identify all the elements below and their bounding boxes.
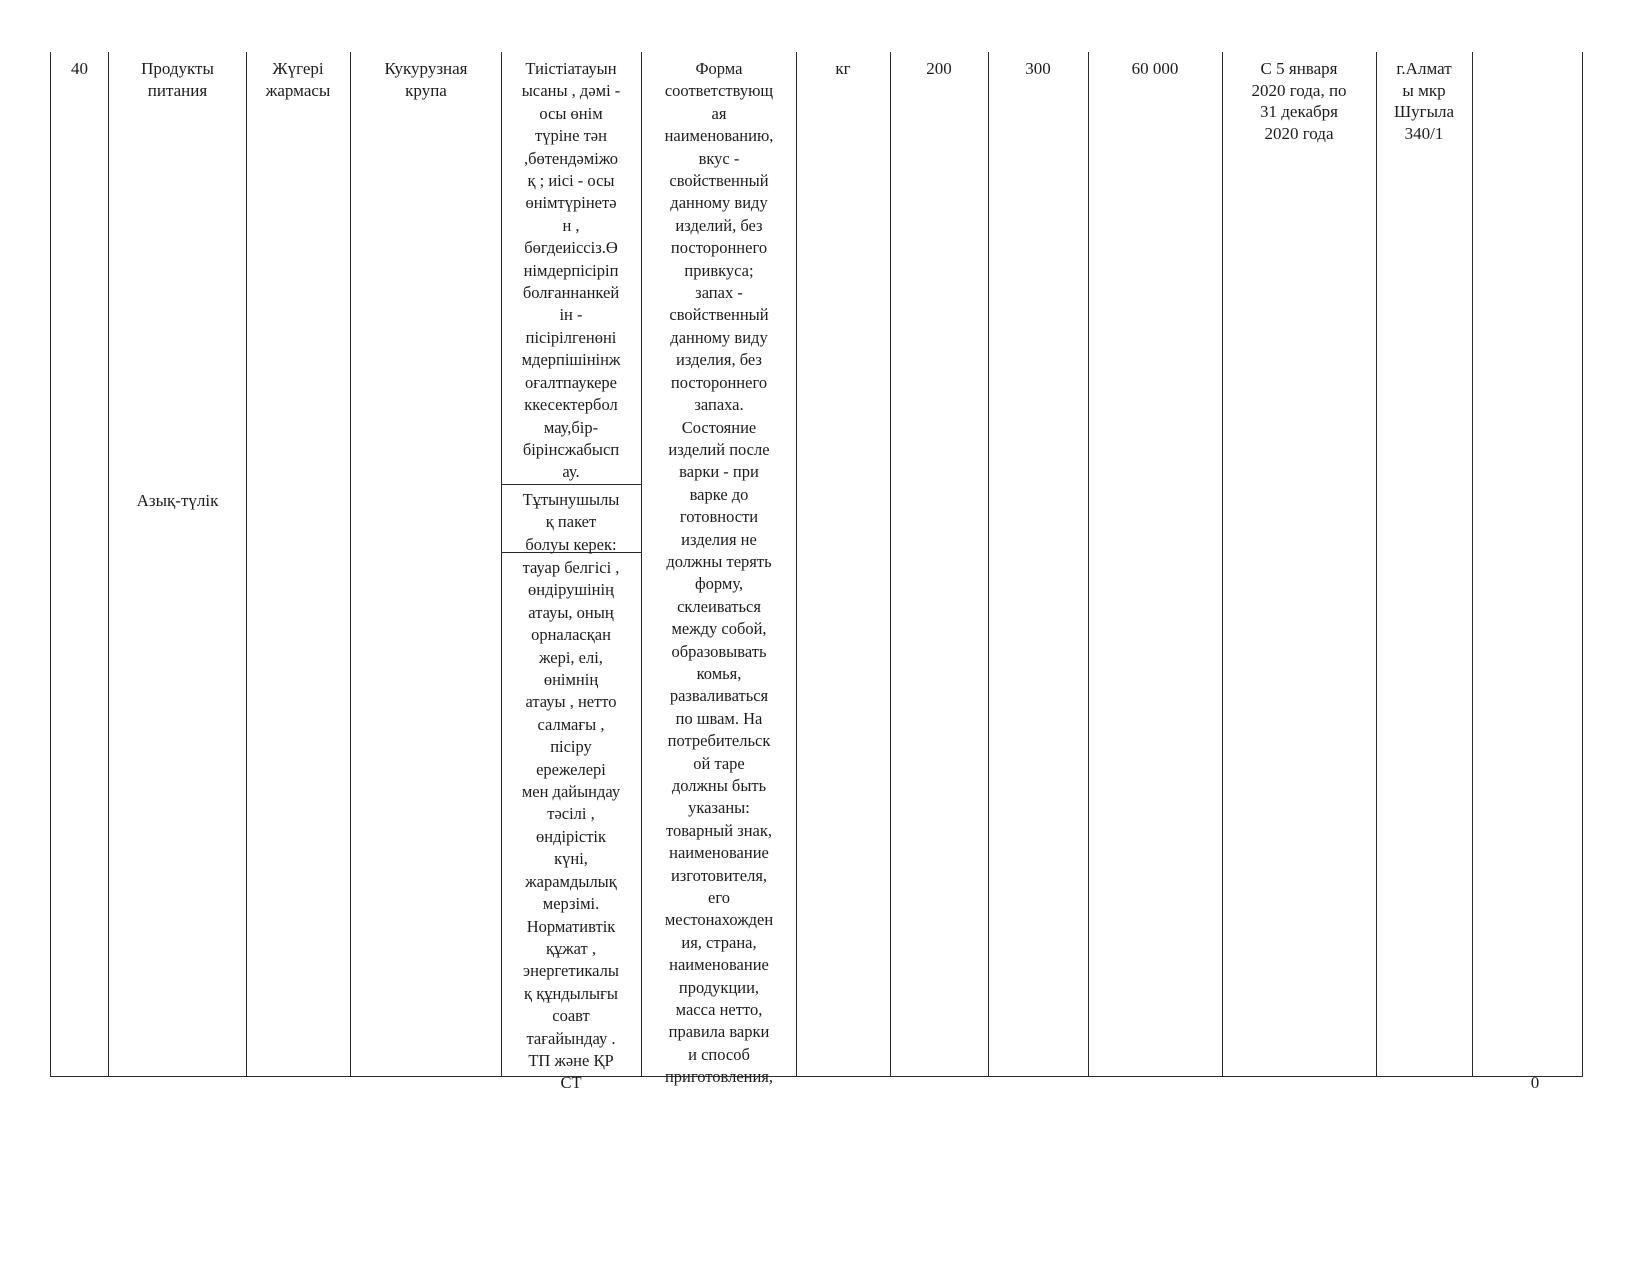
- category-ru: Продукты питания: [141, 59, 214, 100]
- specification-kk-part2: Тұтынушылы қ пакет болуы керек:: [522, 490, 620, 554]
- delivery-term: С 5 января 2020 года, по 31 декабря 2020 года: [1251, 59, 1347, 143]
- column-divider: [1088, 52, 1089, 1076]
- column-divider: [1222, 52, 1223, 1076]
- category-kk: Азық-түлік: [136, 491, 219, 510]
- column-divider: [108, 52, 109, 1076]
- specification-kk-part1: Тиістіатауын ысаны , дәмі - осы өнім түріне тән ,бөтендәміжо қ ; иісі - осы өнімтүрінетә н , бөгдеиіссіз.Ө німдерпісіріп болғаннанкей ін - пісірілгенөні мдерпішінінж oғалтпаукере ккесектербол мау,бір- бірінсжабысп ау.: [521, 59, 621, 482]
- specification-kk-part3: тауар белгісі , өндірушінің атауы, оның орналасқан жері, елі, өнімнің атауы , нетто салмағы , пісіру ережелері мен дайындау тәсілі , өндірістік күні, жарамдылық мерзімі. Нормативтік құжат , энергетикалы қ құндылығы соавт тағайындау . ТП және ҚР СТ: [521, 558, 621, 1093]
- delivery-address: г.Алмат ы мкр Шугыла 340/1: [1393, 59, 1455, 143]
- total-sum: 60 000: [1131, 59, 1179, 78]
- spec-cell-divider: [501, 484, 642, 485]
- column-divider: [350, 52, 351, 1076]
- product-name-ru: Кукурузная крупа: [384, 59, 468, 100]
- column-divider: [796, 52, 797, 1076]
- column-divider: [501, 52, 502, 1076]
- column-divider: [246, 52, 247, 1076]
- unit-price: 300: [1025, 59, 1051, 78]
- column-divider: [988, 52, 989, 1076]
- column-divider: [641, 52, 642, 1076]
- unit: кг: [835, 59, 851, 78]
- column-divider: [890, 52, 891, 1076]
- row-number: 40: [71, 59, 88, 78]
- table-border-bottom: [50, 1076, 1583, 1077]
- specification-ru: Форма соответствующ ая наименованию, вкус - свойственный данному виду изделий, без постороннего привкуса; запах - свойственный данному виду изделия, без постороннего запаха. Состояние изделий после варки - при варке до готовности изделия не должны терять форму, склеиваться между собой, образовывать комья, разваливаться по швам. На потребительск ой таре должны быть указаны: товарный знак, наименование изготовителя, его местонахожден ия, страна, наименование продукции, масса нетто, правила варки и способ приготовления,: [664, 59, 774, 1087]
- table-border-left: [50, 52, 51, 1076]
- column-divider: [1472, 52, 1473, 1076]
- extra-value: 0: [1530, 1073, 1540, 1092]
- column-divider: [1376, 52, 1377, 1076]
- product-name-kk: Жүгері жармасы: [265, 59, 331, 100]
- table-border-right: [1582, 52, 1583, 1076]
- quantity: 200: [926, 59, 952, 78]
